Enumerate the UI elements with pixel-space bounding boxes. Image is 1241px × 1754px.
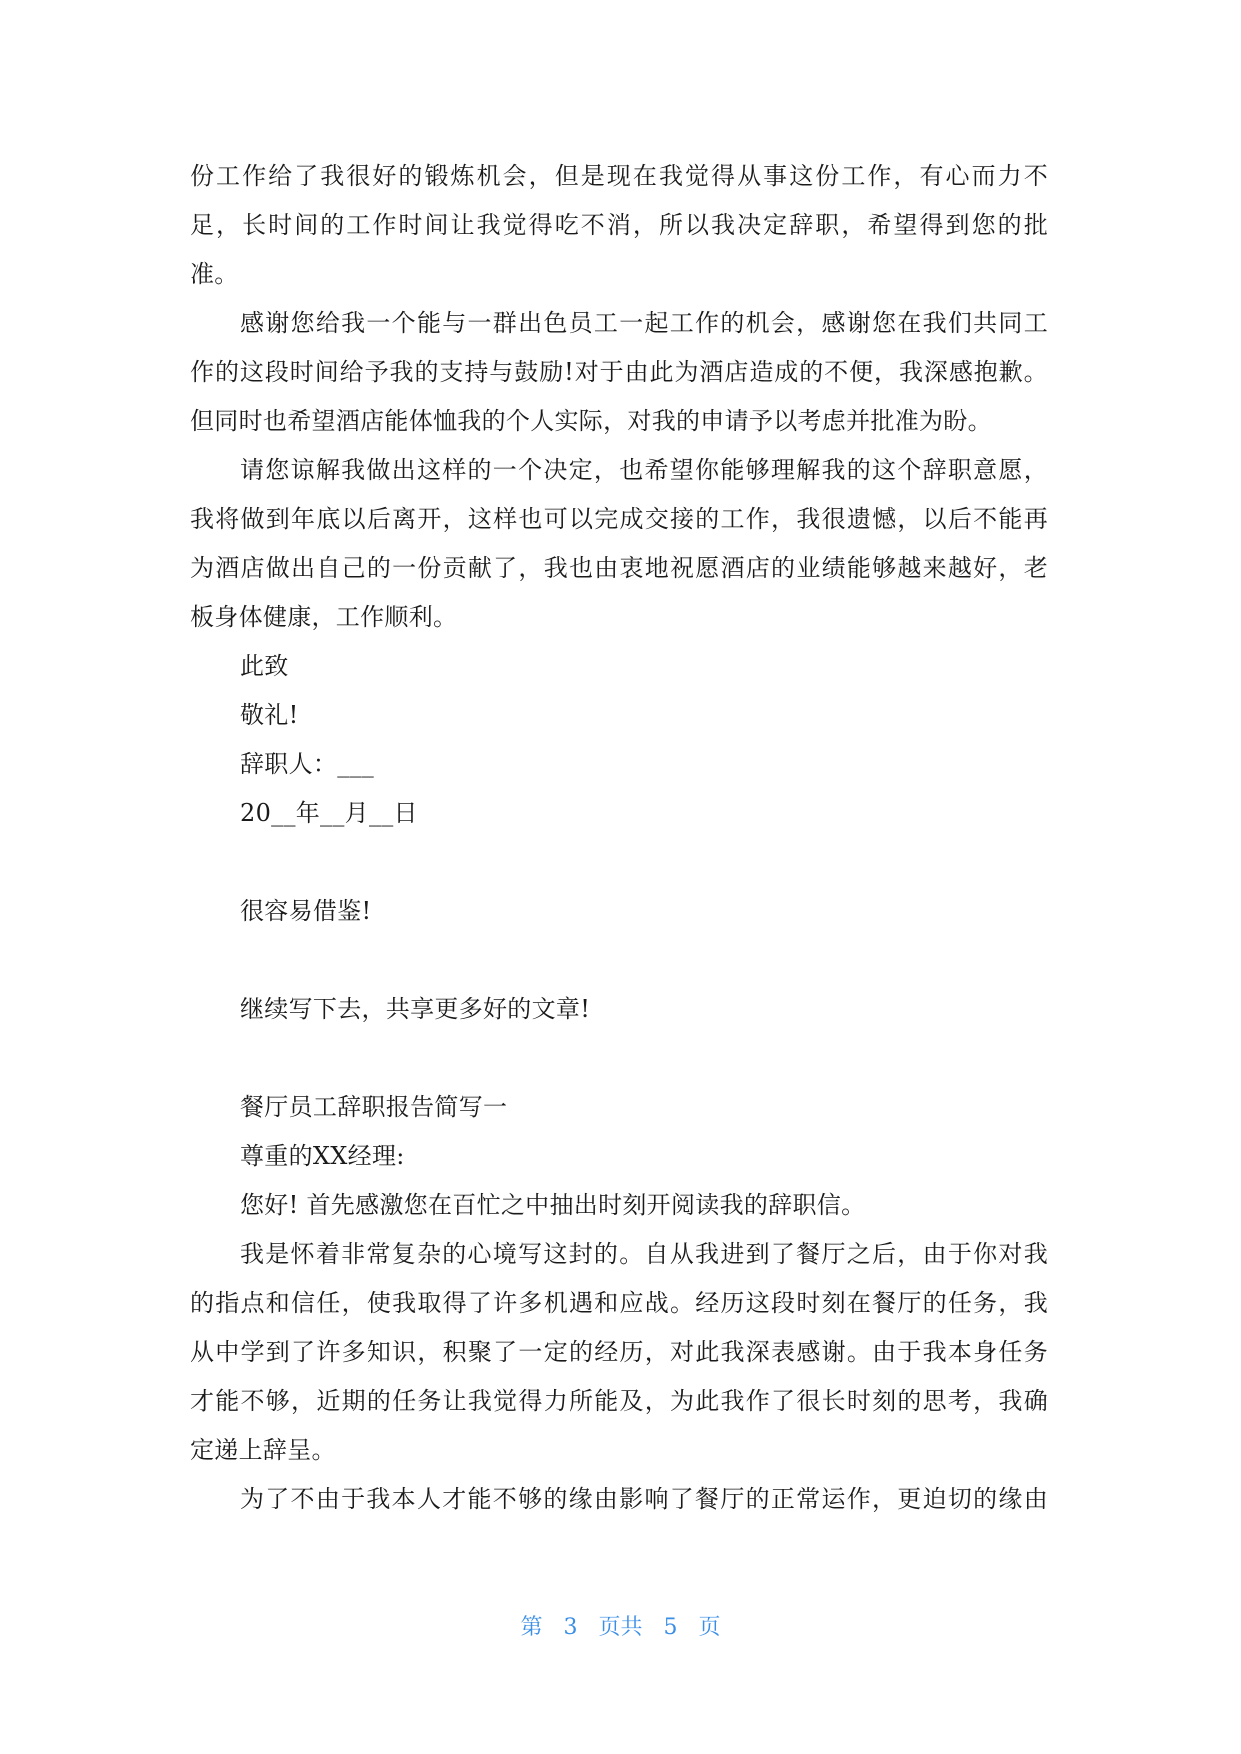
- spacer: [190, 1034, 1048, 1083]
- document-body: [190, 152, 1048, 1524]
- spacer: [190, 936, 1048, 985]
- paragraph-line: 板身体健康，工作顺利。: [190, 603, 458, 631]
- paragraph-line: 为了不由于我本人才能不够的缘由影响了餐厅的正常运作，更迫切的缘由: [240, 1485, 1048, 1513]
- paragraph-line: 定递上辞呈。: [190, 1436, 336, 1464]
- spacer: [190, 838, 1048, 887]
- greeting-line: 您好! 首先感激您在百忙之中抽出时刻开阅读我的辞职信。: [240, 1191, 866, 1219]
- paragraph-line: 请您谅解我做出这样的一个决定，也希望你能够理解我的这个辞职意愿，: [240, 456, 1048, 484]
- page-number: 第 3 页共 5 页: [520, 1615, 721, 1640]
- paragraph-line: 份工作给了我很好的锻炼机会，但是现在我觉得从事这份工作，有心而力不: [190, 162, 1048, 190]
- section-title: 餐厅员工辞职报告简写一: [240, 1093, 508, 1121]
- note-line: 很容易借鉴!: [240, 897, 372, 925]
- paragraph-line: 我是怀着非常复杂的心境写这封的。自从我进到了餐厅之后，由于你对我: [240, 1240, 1048, 1268]
- paragraph-line: 但同时也希望酒店能体恤我的个人实际，对我的申请予以考虑并批准为盼。: [190, 407, 992, 435]
- paragraph-line: 准。: [190, 260, 239, 288]
- closing-line: 敬礼!: [240, 701, 299, 729]
- closing-line: 此致: [240, 652, 289, 680]
- paragraph-line: 感谢您给我一个能与一群出色员工一起工作的机会，感谢您在我们共同工: [240, 309, 1048, 337]
- paragraph-line: 才能不够，近期的任务让我觉得力所能及，为此我作了很长时刻的思考，我确: [190, 1387, 1048, 1415]
- paragraph-line: 足，长时间的工作时间让我觉得吃不消，所以我决定辞职，希望得到您的批: [190, 211, 1048, 239]
- paragraph-line: 从中学到了许多知识，积聚了一定的经历，对此我深表感谢。由于我本身任务: [190, 1338, 1048, 1366]
- signature-line: 辞职人：___: [240, 750, 375, 778]
- paragraph-line: 的指点和信任，使我取得了许多机遇和应战。经历这段时刻在餐厅的任务，我: [190, 1289, 1048, 1317]
- salutation-line: 尊重的XX经理:: [240, 1142, 405, 1170]
- paragraph-line: 我将做到年底以后离开，这样也可以完成交接的工作，我很遗憾，以后不能再: [190, 505, 1048, 533]
- date-line: 20__年__月__日: [240, 799, 418, 827]
- note-line: 继续写下去，共享更多好的文章!: [240, 995, 591, 1023]
- paragraph-line: 作的这段时间给予我的支持与鼓励!对于由此为酒店造成的不便，我深感抱歉。: [190, 358, 1048, 386]
- paragraph-line: 为酒店做出自己的一份贡献了，我也由衷地祝愿酒店的业绩能够越来越好，老: [190, 554, 1048, 582]
